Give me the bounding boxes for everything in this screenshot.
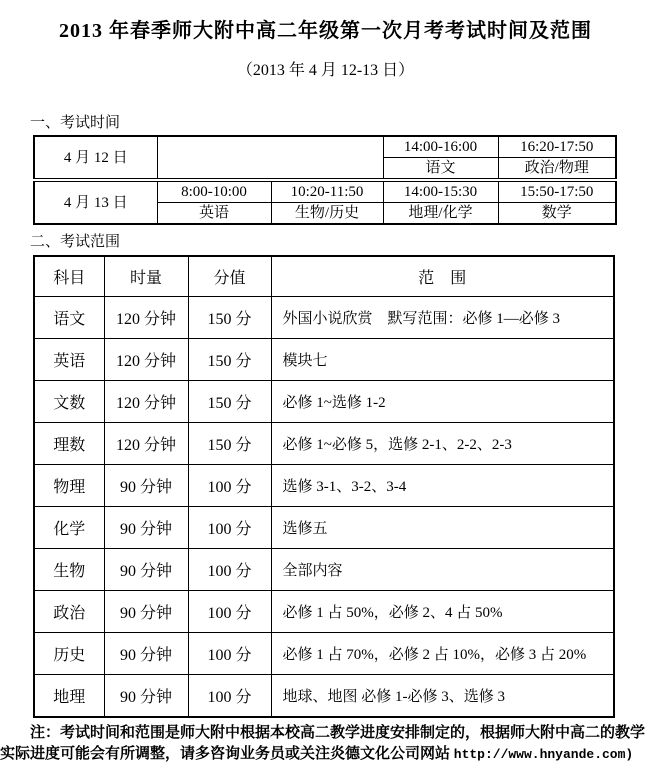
table-row [34,549,614,591]
exam-time-table [33,135,617,225]
document-page [0,14,651,765]
table-row [34,507,614,549]
score-cell: 100 分 [188,507,271,549]
score-cell: 150 分 [188,339,271,381]
section-heading-exam-time: 一、考试时间 [30,115,121,131]
score-cell: 100 分 [188,591,271,633]
time-cell: 15:50-17:50 [498,180,616,203]
duration-cell: 90 分钟 [104,507,188,549]
subject-cell: 地理/化学 [383,203,498,225]
table-row [34,633,614,675]
subject-cell: 政治/物理 [498,158,616,181]
time-cell: 8:00-10:00 [157,180,271,203]
subject-cell: 生物/历史 [271,203,383,225]
score-cell: 150 分 [188,381,271,423]
table-header-row [34,256,614,297]
subject-cell: 地理 [34,675,104,718]
score-cell: 100 分 [188,549,271,591]
duration-cell: 90 分钟 [104,633,188,675]
score-cell: 150 分 [188,297,271,339]
table-row [34,297,614,339]
table-row [34,180,616,203]
range-cell: 必修 1 占 50%，必修 2、4 占 50% [271,591,614,633]
subject-cell: 理数 [34,423,104,465]
footer-note [0,723,650,765]
range-cell: 外国小说欣赏 默写范围：必修 1—必修 3 [271,297,614,339]
duration-cell: 90 分钟 [104,549,188,591]
duration-cell: 90 分钟 [104,675,188,718]
column-header-score: 分值 [188,256,271,297]
table-row [34,675,614,718]
score-cell: 150 分 [188,423,271,465]
exam-day-april-12 [34,136,616,180]
range-cell: 全部内容 [271,549,614,591]
exam-day-april-13 [34,180,616,224]
score-cell: 100 分 [188,633,271,675]
empty-slot-cell [157,136,383,180]
table-row [34,465,614,507]
range-cell: 地球、地图 必修 1-必修 3、选修 3 [271,675,614,718]
duration-cell: 120 分钟 [104,297,188,339]
table-row [34,591,614,633]
subject-cell: 英语 [157,203,271,225]
range-cell: 必修 1~必修 5，选修 2-1、2-2、2-3 [271,423,614,465]
subject-cell: 英语 [34,339,104,381]
duration-cell: 120 分钟 [104,381,188,423]
range-cell: 必修 1~选修 1-2 [271,381,614,423]
time-cell: 14:00-16:00 [383,136,498,158]
score-cell: 100 分 [188,465,271,507]
duration-cell: 90 分钟 [104,465,188,507]
subject-cell: 语文 [383,158,498,181]
range-cell: 选修五 [271,507,614,549]
footer-note-text: 注：考试时间和范围是师大附中根据本校高二教学进度安排制定的，根据师大附中高二的教学实际进度可能会有所调整，请多咨询业务员或关注炎德文化公司网站 [0,725,646,762]
time-cell: 10:20-11:50 [271,180,383,203]
section-heading-exam-scope: 二、考试范围 [30,234,121,250]
table-row [34,423,614,465]
time-cell: 14:00-15:30 [383,180,498,203]
column-header-subject: 科目 [34,256,104,297]
table-row [34,339,614,381]
duration-cell: 120 分钟 [104,423,188,465]
subject-cell: 语文 [34,297,104,339]
time-cell: 16:20-17:50 [498,136,616,158]
date-cell: 4 月 13 日 [34,180,157,224]
subject-cell: 文数 [34,381,104,423]
duration-cell: 90 分钟 [104,591,188,633]
subject-cell: 政治 [34,591,104,633]
document-subtitle: （2013 年 4 月 12-13 日） [236,62,415,79]
range-cell: 必修 1 占 70%，必修 2 占 10%，必修 3 占 20% [271,633,614,675]
subject-cell: 物理 [34,465,104,507]
column-header-range: 范 围 [271,256,614,297]
exam-scope-table [33,255,615,718]
range-cell: 模块七 [271,339,614,381]
document-title: 2013 年春季师大附中高二年级第一次月考考试时间及范围 [59,20,592,42]
subject-cell: 生物 [34,549,104,591]
range-cell: 选修 3-1、3-2、3-4 [271,465,614,507]
column-header-duration: 时量 [104,256,188,297]
website-url: http://www.hnyande.com) [453,747,634,762]
duration-cell: 120 分钟 [104,339,188,381]
subject-cell: 化学 [34,507,104,549]
date-cell: 4 月 12 日 [34,136,157,180]
table-row [34,136,616,158]
subject-cell: 历史 [34,633,104,675]
score-cell: 100 分 [188,675,271,718]
table-row [34,381,614,423]
subject-cell: 数学 [498,203,616,225]
